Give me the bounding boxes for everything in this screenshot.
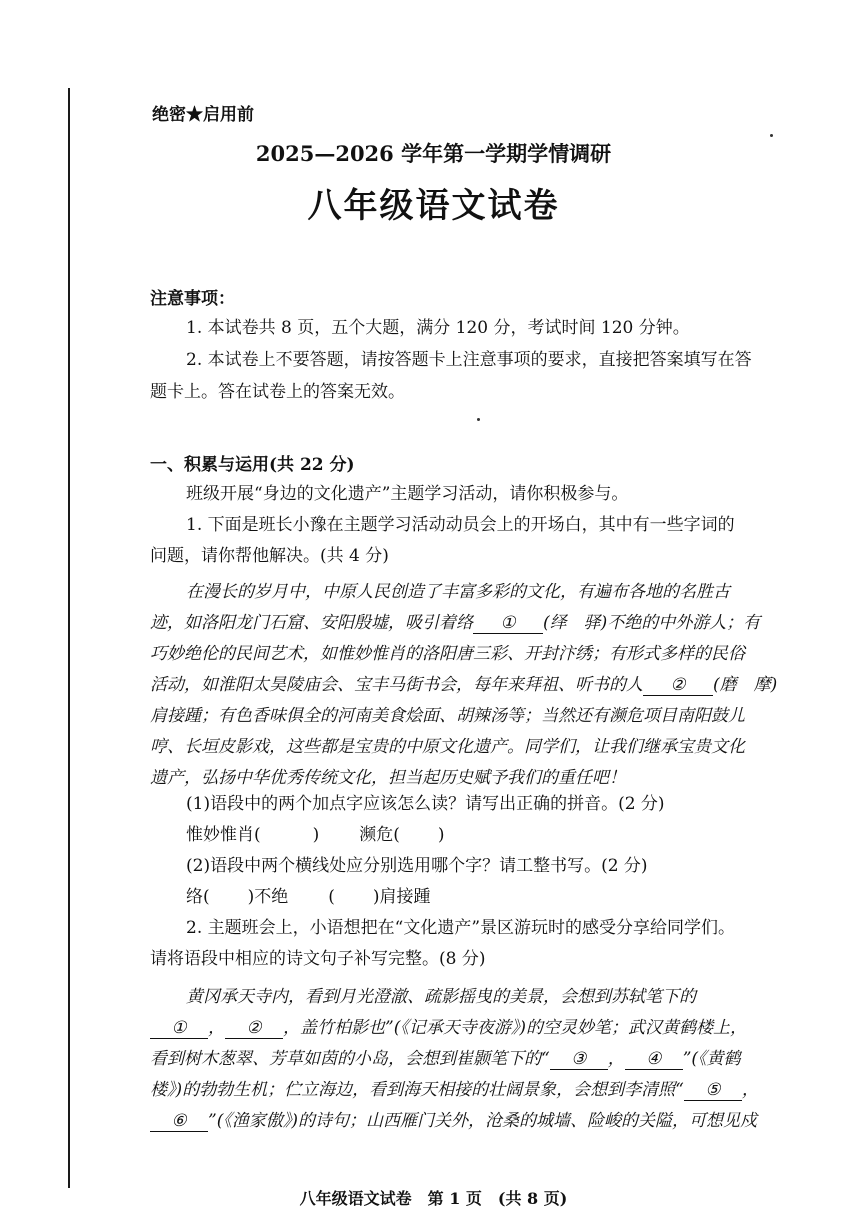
question-2-line-2: 请将语段中相应的诗文句子补写完整。(8 分) bbox=[150, 949, 486, 969]
binding-margin-line bbox=[68, 88, 70, 1188]
notice-item-1: 1. 本试卷共 8 页，五个大题，满分 120 分，考试时间 120 分钟。 bbox=[186, 318, 690, 338]
passage-2-line-5-text: ”(《渔家傲》)的诗句；山西雁门关外，沧桑的城墙、险峻的关隘，可想见戍 bbox=[208, 1111, 757, 1131]
passage-2-line-2: ① ， ② ，盖竹柏影也”(《记承天寺夜游》)的空灵妙笔；武汉黄鹤楼上， bbox=[150, 1013, 747, 1039]
pinyin-close-paren-1: ) bbox=[312, 825, 320, 845]
passage-1-line-7: 遗产，弘扬中华优秀传统文化，担当起历史赋予我们的重任吧！ bbox=[150, 768, 626, 788]
question-1-sub-1: (1)语段中的两个加点字应该怎么读？请写出正确的拼音。(2 分) bbox=[186, 794, 665, 814]
scan-dot bbox=[770, 134, 773, 137]
question-1-sub-1-answers bbox=[186, 825, 445, 845]
passage-1-line-6: 哼、长垣皮影戏，这些都是宝贵的中原文化遗产。同学们，让我们继承宝贵文化 bbox=[150, 737, 745, 757]
scan-dot bbox=[477, 418, 480, 421]
passage-2-line-3: 看到树木葱翠、芳草如茵的小岛，会想到崔颢笔下的“ ③ ， ④ ”(《黄鹤 bbox=[150, 1049, 741, 1069]
char-answer-2-close: )肩接踵 bbox=[372, 887, 431, 907]
pinyin-word-1-label: 惟妙惟肖( bbox=[186, 825, 261, 845]
section-1-intro: 班级开展“身边的文化遗产”主题学习活动，请你积极参与。 bbox=[186, 484, 629, 504]
answer-blank-2[interactable]: ② bbox=[643, 675, 713, 696]
pinyin-close-paren-2: ) bbox=[437, 825, 445, 845]
char-answer-2-open: ( bbox=[328, 887, 335, 907]
answer-blank-1[interactable]: ① bbox=[473, 613, 543, 634]
question-2-line-1: 2. 主题班会上，小语想把在“文化遗产”景区游玩时的感受分享给同学们。 bbox=[186, 918, 736, 938]
passage-2-line-3-text-b: ”(《黄鹤 bbox=[682, 1049, 741, 1069]
passage-1-line-2 bbox=[150, 608, 760, 634]
passage-2-line-3-text-a: 看到树木葱翠、芳草如茵的小岛，会想到崔颢笔下的“ bbox=[150, 1049, 550, 1069]
question-1-line-2: 问题，请你帮他解决。(共 4 分) bbox=[150, 546, 389, 566]
passage-1-line-4-text-b: (磨 摩) bbox=[713, 675, 778, 695]
notice-heading: 注意事项： bbox=[150, 289, 235, 309]
poem-blank-3[interactable]: ③ bbox=[550, 1049, 608, 1070]
passage-2-line-5 bbox=[150, 1106, 757, 1132]
notice-item-2-line-2: 题卡上。答在试卷上的答案无效。 bbox=[150, 382, 405, 402]
section-1-heading: 一、积累与运用(共 22 分) bbox=[150, 455, 355, 475]
question-1-sub-2: (2)语段中两个横线处应分别选用哪个字？请工整书写。(2 分) bbox=[186, 856, 648, 876]
question-1-sub-2-answers bbox=[186, 887, 431, 907]
confidential-label: 绝密★启用前 bbox=[152, 105, 254, 125]
passage-1-line-1: 在漫长的岁月中，中原人民创造了丰富多彩的文化，有遍布各地的名胜古 bbox=[186, 582, 730, 602]
poem-blank-2[interactable]: ② bbox=[225, 1018, 283, 1039]
passage-1-line-4-text-a: 活动，如淮阳太昊陵庙会、宝丰马街书会，每年来拜祖、听书的人 bbox=[150, 675, 643, 695]
passage-2-line-4: 楼》)的勃勃生机；伫立海边，看到海天相接的壮阔景象，会想到李清照“ ⑤ ， bbox=[150, 1080, 759, 1100]
char-answer-1-close: )不绝 bbox=[247, 887, 289, 907]
passage-2-line-4-text: 楼》)的勃勃生机；伫立海边，看到海天相接的壮阔景象，会想到李清照“ bbox=[150, 1080, 684, 1100]
poem-blank-6[interactable]: ⑥ bbox=[150, 1111, 208, 1132]
exam-title: 八年级语文试卷 bbox=[307, 186, 560, 226]
passage-1-line-5: 肩接踵；有色香味俱全的河南美食烩面、胡辣汤等；当然还有濒危项目南阳鼓儿 bbox=[150, 706, 745, 726]
passage-2-line-2-text: ，盖竹柏影也”(《记承天寺夜游》)的空灵妙笔；武汉黄鹤楼上， bbox=[283, 1018, 747, 1038]
passage-1-line-2-text-b: (绎 驿)不绝的中外游人；有 bbox=[543, 613, 761, 633]
poem-blank-5[interactable]: ⑤ bbox=[684, 1080, 742, 1101]
char-answer-1-open: 络( bbox=[186, 887, 210, 907]
poem-blank-4[interactable]: ④ bbox=[625, 1049, 683, 1070]
passage-1-line-4 bbox=[150, 670, 777, 696]
question-1-line-1: 1. 下面是班长小豫在主题学习活动动员会上的开场白，其中有一些字词的 bbox=[186, 515, 735, 535]
exam-term: 2025—2026 学年第一学期学情调研 bbox=[255, 141, 612, 166]
notice-item-2-line-1: 2. 本试卷上不要答题，请按答题卡上注意事项的要求，直接把答案填写在答 bbox=[186, 350, 752, 370]
page-footer: 八年级语文试卷 第 1 页 (共 8 页) bbox=[299, 1189, 568, 1208]
passage-1-line-2-text-a: 迹，如洛阳龙门石窟、安阳殷墟，吸引着络 bbox=[150, 613, 473, 633]
poem-blank-1[interactable]: ① bbox=[150, 1018, 208, 1039]
pinyin-word-2-label: 濒危( bbox=[359, 825, 400, 845]
passage-1-line-3: 巧妙绝伦的民间艺术，如惟妙惟肖的洛阳唐三彩、开封汴绣；有形式多样的民俗 bbox=[150, 644, 745, 664]
passage-2-line-1: 黄冈承天寺内，看到月光澄澈、疏影摇曳的美景，会想到苏轼笔下的 bbox=[186, 987, 696, 1007]
